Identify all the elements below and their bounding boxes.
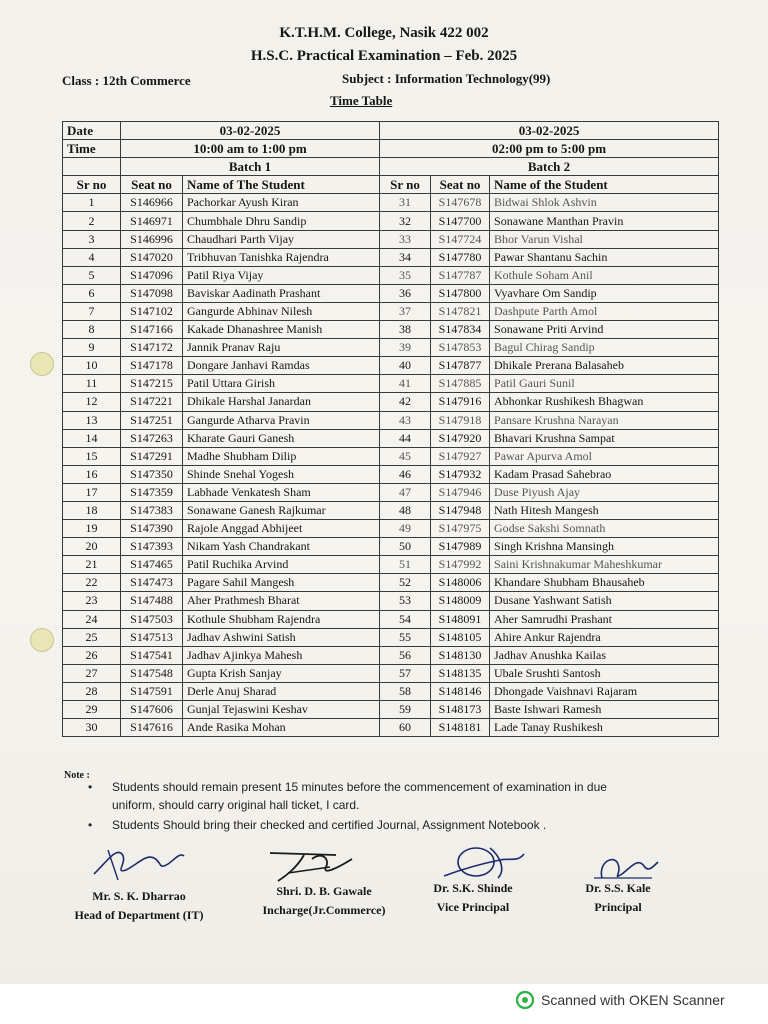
seat-no-cell: S147020 [121, 248, 183, 266]
seat-no-cell: S147393 [121, 538, 183, 556]
student-name-cell: Bhavari Krushna Sampat [490, 429, 719, 447]
sr-no-cell: 51 [380, 556, 431, 574]
sr-no-cell: 40 [380, 357, 431, 375]
seat-no-cell: S147221 [121, 393, 183, 411]
timetable [62, 121, 719, 737]
table-row [63, 501, 719, 519]
document-page: K.T.H.M. College, Nasik 422 002 H.S.C. Practical Examination – Feb. 2025 Class : 12th Commerce Subject : Information Technology(99) Time Table Date 03-02-2025 03-02-2025 Time 10:00 am to 1:00 pm 02:00 pm to 5:00 pm Batch 1 Batch 2 Sr no Seat no Name of The Student Sr no Seat no Name of the Student 1 S146966 Pachorkar Ayush Kiran 31 S147678 Bidwai Shlok Ashvin 2 S146971 Chumbhale Dhru Sandip 32 S147700 Sonawane Manthan Pravin 3 S146996 Chaudhari Parth Vijay 33 S147724 Bhor Varun Vishal 4 S147020 Tribhuvan Tanishka Rajendra 34 S147780 Pawar Shantanu Sachin 5 S147096 Patil Riya Vijay 35 S147787 Kothule Soham Anil 6 S147098 Baviskar Aadinath Prashant 36 S147800 Vyavhare Om Sandip 7 S147102 Gangurde Abhinav Nilesh 37 S147821 Dashpute Parth Amol 8 S147166 Kakade Dhanashree Manish 38 S147834 Sonawane Priti Arvind 9 S147172 Jannik Pranav Raju 39 S147853 Bagul Chirag Sandip 10 S147178 Dongare Janhavi Ramdas 40 S147877 Dhikale Prerana Balasaheb 11 S147215 Patil Uttara Girish 41 S147885 Patil Gauri Sunil 12 S147221 Dhikale Harshal Janardan 42 S147916 Abhonkar Rushikesh Bhagwan 13 S147251 Gangurde Atharva Pravin 43 S147918 Pansare Krushna Narayan 14 S147263 Kharate Gauri Ganesh 44 S147920 Bhavari Krushna Sampat 15 S147291 Madhe Shubham Dilip 45 S147927 Pawar Apurva Amol 16 S147350 Shinde Snehal Yogesh 46 S147932 Kadam Prasad Sahebrao 17 S147359 Labhade Venkatesh Sham 47 S147946 Duse Piyush Ajay 18 S147383 Sonawane Ganesh Rajkumar 48 S147948 Nath Hitesh Mangesh 19 S147390 Rajole Anggad Abhijeet 49 S147975 Godse Sakshi Somnath 20 S147393 Nikam Yash Chandrakant 50 S147989 Singh Krishna Mansingh 21 S147465 Patil Ruchika Arvind 51 S147992 Saini Krishnakumar Maheshkumar 22 S147473 Pagare Sahil Mangesh 52 S148006 Khandare Shubham Bhausaheb 23 S147488 Aher Prathmesh Bharat 53 S148009 Dusane Yashwant Satish 24 S147503 Kothule Shubham Rajendra 54 S148091 Aher Samrudhi Prashant 25 S147513 Jadhav Ashwini Satish 55 S148105 Ahire Ankur Rajendra 26 S147541 Jadhav Ajinkya Mahesh 56 S148130 Jadhav Anushka Kailas 27 S147548 Gupta Krish Sanjay 57 S148135 Ubale Srushti Santosh 28 S147591 Derle Anuj Sharad 58 S148146 Dhongade Vaishnavi Rajaram 29 S147606 Gunjal Tejaswini Keshav 59 S148173 Baste Ishwari Ramesh 30 S147616 Ande Rasika Mohan 60 S148181 Lade Tanay Rushikesh Note : • Students should remain present 15 minutes before the commencement of examination in due uniform, should carry original hall ticket, I card. • Students Should bring their checked and certified Journal, Assignment Notebook . Mr. S. K. Dharrao Head of Department (IT) Shri. D. B. Gawale Incharge(Jr.Commerce) Dr. S.K. Shinde Vice Principal Dr. S.S. Kale Principal [0, 0, 768, 984]
seat-no-cell: S147853 [431, 339, 490, 357]
signatory-role: Head of Department (IT) [74, 908, 204, 922]
student-name-cell: Ahire Ankur Rajendra [490, 628, 719, 646]
signatory-role: Principal [594, 900, 642, 914]
seat-no-cell: S147700 [431, 212, 490, 230]
student-name-cell: Dashpute Parth Amol [490, 302, 719, 320]
sr-no-cell: 49 [380, 520, 431, 538]
student-name-cell: Labhade Venkatesh Sham [183, 483, 380, 501]
student-name-cell: Nikam Yash Chandrakant [183, 538, 380, 556]
table-row [63, 646, 719, 664]
student-name-cell: Pawar Apurva Amol [490, 447, 719, 465]
seat-no-cell: S147390 [121, 520, 183, 538]
table-row [63, 628, 719, 646]
seat-no-cell: S147465 [121, 556, 183, 574]
sr-no-cell: 59 [380, 701, 431, 719]
time-label: Time [63, 140, 121, 158]
sr-no-cell: 24 [63, 610, 121, 628]
student-name-cell: Pawar Shantanu Sachin [490, 248, 719, 266]
seat-no-cell: S148173 [431, 701, 490, 719]
student-name-cell: Madhe Shubham Dilip [183, 447, 380, 465]
sr-no-cell: 1 [63, 194, 121, 212]
student-name-cell: Patil Uttara Girish [183, 375, 380, 393]
student-name-cell: Shinde Snehal Yogesh [183, 465, 380, 483]
student-name-cell: Singh Krishna Mansingh [490, 538, 719, 556]
student-name-cell: Sonawane Manthan Pravin [490, 212, 719, 230]
column-header-row [63, 176, 719, 194]
sr-no-cell: 42 [380, 393, 431, 411]
student-name-cell: Tribhuvan Tanishka Rajendra [183, 248, 380, 266]
student-name-cell: Nath Hitesh Mangesh [490, 501, 719, 519]
sr-no-cell: 53 [380, 592, 431, 610]
signatory-name: Dr. S.K. Shinde [433, 881, 513, 895]
sr-no-cell: 54 [380, 610, 431, 628]
sr-no-cell: 37 [380, 302, 431, 320]
signatory-role: Vice Principal [436, 900, 510, 914]
seat-no-cell: S147821 [431, 302, 490, 320]
sr-no-cell: 47 [380, 483, 431, 501]
table-row [63, 302, 719, 320]
sr-no-cell: 41 [380, 375, 431, 393]
student-name-cell: Lade Tanay Rushikesh [490, 719, 719, 737]
batch1-time: 10:00 am to 1:00 pm [121, 140, 380, 158]
seat-no-cell: S148130 [431, 646, 490, 664]
seat-no-cell: S147927 [431, 447, 490, 465]
sr-no-cell: 5 [63, 266, 121, 284]
seat-no-cell: S147473 [121, 574, 183, 592]
col-header-seatno: Seat no [431, 176, 490, 194]
seat-no-cell: S147885 [431, 375, 490, 393]
seat-no-cell: S147975 [431, 520, 490, 538]
sr-no-cell: 19 [63, 520, 121, 538]
seat-no-cell: S148181 [431, 719, 490, 737]
seat-no-cell: S147678 [431, 194, 490, 212]
sr-no-cell: 7 [63, 302, 121, 320]
seat-no-cell: S147918 [431, 411, 490, 429]
sr-no-cell: 29 [63, 701, 121, 719]
sr-no-cell: 2 [63, 212, 121, 230]
bullet-icon: • [88, 818, 93, 832]
table-row [63, 321, 719, 339]
seat-no-cell: S147780 [431, 248, 490, 266]
bullet-icon: • [88, 780, 93, 794]
seat-no-cell: S147787 [431, 266, 490, 284]
table-row [63, 465, 719, 483]
col-header-srno: Sr no [63, 176, 121, 194]
table-row [63, 194, 719, 212]
seat-no-cell: S148009 [431, 592, 490, 610]
table-row [63, 429, 719, 447]
table-row [63, 520, 719, 538]
sr-no-cell: 27 [63, 664, 121, 682]
seat-no-cell: S146966 [121, 194, 183, 212]
college-name: K.T.H.M. College, Nasik 422 002 [279, 25, 489, 41]
signatory-incharge [244, 882, 404, 920]
table-row [63, 592, 719, 610]
seat-no-cell: S147616 [121, 719, 183, 737]
seat-no-cell: S147548 [121, 664, 183, 682]
student-name-cell: Dusane Yashwant Satish [490, 592, 719, 610]
student-name-cell: Gupta Krish Sanjay [183, 664, 380, 682]
table-row [63, 483, 719, 501]
student-name-cell: Sonawane Ganesh Rajkumar [183, 501, 380, 519]
sr-no-cell: 16 [63, 465, 121, 483]
student-name-cell: Ubale Srushti Santosh [490, 664, 719, 682]
sr-no-cell: 60 [380, 719, 431, 737]
batch2-time: 02:00 pm to 5:00 pm [380, 140, 719, 158]
batch2-date: 03-02-2025 [380, 122, 719, 140]
batch1-date: 03-02-2025 [121, 122, 380, 140]
student-name-cell: Ande Rasika Mohan [183, 719, 380, 737]
table-row [63, 664, 719, 682]
student-name-cell: Jannik Pranav Raju [183, 339, 380, 357]
seat-no-cell: S147916 [431, 393, 490, 411]
seat-no-cell: S147172 [121, 339, 183, 357]
student-name-cell: Kothule Shubham Rajendra [183, 610, 380, 628]
sr-no-cell: 35 [380, 266, 431, 284]
date-label: Date [63, 122, 121, 140]
sr-no-cell: 43 [380, 411, 431, 429]
student-name-cell: Aher Samrudhi Prashant [490, 610, 719, 628]
seat-no-cell: S147383 [121, 501, 183, 519]
exam-title: H.S.C. Practical Examination – Feb. 2025 [250, 48, 518, 64]
seat-no-cell: S147359 [121, 483, 183, 501]
seat-no-cell: S147834 [431, 321, 490, 339]
student-name-cell: Kadam Prasad Sahebrao [490, 465, 719, 483]
student-name-cell: Rajole Anggad Abhijeet [183, 520, 380, 538]
sr-no-cell: 48 [380, 501, 431, 519]
student-name-cell: Dhikale Harshal Janardan [183, 393, 380, 411]
student-name-cell: Pachorkar Ayush Kiran [183, 194, 380, 212]
sr-no-cell: 4 [63, 248, 121, 266]
table-row [63, 212, 719, 230]
seat-no-cell: S147263 [121, 429, 183, 447]
sr-no-cell: 21 [63, 556, 121, 574]
sr-no-cell: 12 [63, 393, 121, 411]
student-name-cell: Khandare Shubham Bhausaheb [490, 574, 719, 592]
sr-no-cell: 31 [380, 194, 431, 212]
table-row [63, 538, 719, 556]
sr-no-cell: 23 [63, 592, 121, 610]
student-name-cell: Patil Riya Vijay [183, 266, 380, 284]
student-name-cell: Baste Ishwari Ramesh [490, 701, 719, 719]
table-row [63, 284, 719, 302]
seat-no-cell: S147102 [121, 302, 183, 320]
seat-no-cell: S147488 [121, 592, 183, 610]
table-row [63, 610, 719, 628]
student-name-cell: Kharate Gauri Ganesh [183, 429, 380, 447]
student-name-cell: Saini Krishnakumar Maheshkumar [490, 556, 719, 574]
batch-row [63, 158, 719, 176]
time-row [63, 140, 719, 158]
student-name-cell: Kothule Soham Anil [490, 266, 719, 284]
student-name-cell: Bidwai Shlok Ashvin [490, 194, 719, 212]
table-row [63, 375, 719, 393]
signatory-name: Shri. D. B. Gawale [276, 884, 372, 898]
sr-no-cell: 11 [63, 375, 121, 393]
student-name-cell: Gangurde Abhinav Nilesh [183, 302, 380, 320]
seat-no-cell: S147166 [121, 321, 183, 339]
seat-no-cell: S147932 [431, 465, 490, 483]
student-name-cell: Pagare Sahil Mangesh [183, 574, 380, 592]
table-row [63, 682, 719, 700]
sr-no-cell: 14 [63, 429, 121, 447]
signatory-role: Incharge(Jr.Commerce) [262, 903, 386, 917]
student-name-cell: Kakade Dhanashree Manish [183, 321, 380, 339]
table-row [63, 447, 719, 465]
oken-scanner-logo-icon [516, 991, 534, 1009]
sr-no-cell: 20 [63, 538, 121, 556]
sr-no-cell: 13 [63, 411, 121, 429]
sr-no-cell: 28 [63, 682, 121, 700]
sr-no-cell: 33 [380, 230, 431, 248]
note-label: Note : [64, 770, 90, 781]
student-name-cell: Aher Prathmesh Bharat [183, 592, 380, 610]
student-name-cell: Bagul Chirag Sandip [490, 339, 719, 357]
sr-no-cell: 15 [63, 447, 121, 465]
table-row [63, 393, 719, 411]
sr-no-cell: 3 [63, 230, 121, 248]
signatory-name: Mr. S. K. Dharrao [92, 889, 186, 903]
student-name-cell: Bhor Varun Vishal [490, 230, 719, 248]
seat-no-cell: S147989 [431, 538, 490, 556]
student-name-cell: Vyavhare Om Sandip [490, 284, 719, 302]
student-name-cell: Jadhav Ajinkya Mahesh [183, 646, 380, 664]
student-name-cell: Jadhav Ashwini Satish [183, 628, 380, 646]
sr-no-cell: 44 [380, 429, 431, 447]
seat-no-cell: S147350 [121, 465, 183, 483]
student-name-cell: Dhongade Vaishnavi Rajaram [490, 682, 719, 700]
table-row [63, 556, 719, 574]
batch2-label: Batch 2 [380, 158, 719, 176]
class-label: Class : 12th Commerce [62, 73, 191, 88]
sr-no-cell: 39 [380, 339, 431, 357]
student-name-cell: Patil Ruchika Arvind [183, 556, 380, 574]
table-row [63, 574, 719, 592]
student-name-cell: Duse Piyush Ajay [490, 483, 719, 501]
sr-no-cell: 38 [380, 321, 431, 339]
seat-no-cell: S147591 [121, 682, 183, 700]
student-name-cell: Chaudhari Parth Vijay [183, 230, 380, 248]
signatory-vice-principal [418, 879, 528, 917]
punch-hole [30, 628, 54, 652]
table-row [63, 357, 719, 375]
table-row [63, 701, 719, 719]
sr-no-cell: 10 [63, 357, 121, 375]
timetable-title: Time Table [330, 93, 393, 108]
student-name-cell: Godse Sakshi Somnath [490, 520, 719, 538]
table-row [63, 719, 719, 737]
date-row [63, 122, 719, 140]
seat-no-cell: S147098 [121, 284, 183, 302]
seat-no-cell: S146971 [121, 212, 183, 230]
sr-no-cell: 30 [63, 719, 121, 737]
student-name-cell: Baviskar Aadinath Prashant [183, 284, 380, 302]
col-header-srno: Sr no [380, 176, 431, 194]
seat-no-cell: S147291 [121, 447, 183, 465]
student-name-cell: Derle Anuj Sharad [183, 682, 380, 700]
seat-no-cell: S148091 [431, 610, 490, 628]
table-row [63, 339, 719, 357]
subject-label: Subject : Information Technology(99) [342, 71, 551, 86]
seat-no-cell: S147541 [121, 646, 183, 664]
sr-no-cell: 50 [380, 538, 431, 556]
sr-no-cell: 6 [63, 284, 121, 302]
signatory-hod [64, 887, 214, 925]
student-name-cell: Patil Gauri Sunil [490, 375, 719, 393]
sr-no-cell: 34 [380, 248, 431, 266]
seat-no-cell: S147096 [121, 266, 183, 284]
signature-dharrao [88, 840, 188, 884]
sr-no-cell: 55 [380, 628, 431, 646]
sr-no-cell: 18 [63, 501, 121, 519]
sr-no-cell: 26 [63, 646, 121, 664]
sr-no-cell: 9 [63, 339, 121, 357]
signatory-principal [568, 879, 668, 917]
student-name-cell: Abhonkar Rushikesh Bhagwan [490, 393, 719, 411]
seat-no-cell: S147606 [121, 701, 183, 719]
seat-no-cell: S148135 [431, 664, 490, 682]
student-name-cell: Dongare Janhavi Ramdas [183, 357, 380, 375]
student-name-cell: Gangurde Atharva Pravin [183, 411, 380, 429]
seat-no-cell: S148006 [431, 574, 490, 592]
student-name-cell: Pansare Krushna Narayan [490, 411, 719, 429]
seat-no-cell: S147251 [121, 411, 183, 429]
signature-gawale [266, 845, 362, 885]
sr-no-cell: 46 [380, 465, 431, 483]
seat-no-cell: S147992 [431, 556, 490, 574]
seat-no-cell: S147503 [121, 610, 183, 628]
col-header-seatno: Seat no [121, 176, 183, 194]
sr-no-cell: 17 [63, 483, 121, 501]
table-row [63, 266, 719, 284]
col-header-name: Name of the Student [490, 176, 719, 194]
sr-no-cell: 36 [380, 284, 431, 302]
sr-no-cell: 57 [380, 664, 431, 682]
student-name-cell: Gunjal Tejaswini Keshav [183, 701, 380, 719]
seat-no-cell: S147920 [431, 429, 490, 447]
seat-no-cell: S147800 [431, 284, 490, 302]
seat-no-cell: S148105 [431, 628, 490, 646]
sr-no-cell: 56 [380, 646, 431, 664]
seat-no-cell: S147178 [121, 357, 183, 375]
punch-hole [30, 352, 54, 376]
signatory-name: Dr. S.S. Kale [585, 881, 651, 895]
sr-no-cell: 52 [380, 574, 431, 592]
student-name-cell: Chumbhale Dhru Sandip [183, 212, 380, 230]
student-name-cell: Dhikale Prerana Balasaheb [490, 357, 719, 375]
scanner-watermark-text: Scanned with OKEN Scanner [541, 992, 725, 1008]
sr-no-cell: 8 [63, 321, 121, 339]
sr-no-cell: 25 [63, 628, 121, 646]
col-header-name: Name of The Student [183, 176, 380, 194]
batch1-label: Batch 1 [121, 158, 380, 176]
sr-no-cell: 45 [380, 447, 431, 465]
seat-no-cell: S147948 [431, 501, 490, 519]
seat-no-cell: S147946 [431, 483, 490, 501]
student-name-cell: Sonawane Priti Arvind [490, 321, 719, 339]
table-row [63, 230, 719, 248]
table-row [63, 248, 719, 266]
seat-no-cell: S147877 [431, 357, 490, 375]
sr-no-cell: 58 [380, 682, 431, 700]
seat-no-cell: S147215 [121, 375, 183, 393]
seat-no-cell: S148146 [431, 682, 490, 700]
seat-no-cell: S147513 [121, 628, 183, 646]
table-row [63, 411, 719, 429]
sr-no-cell: 22 [63, 574, 121, 592]
seat-no-cell: S146996 [121, 230, 183, 248]
seat-no-cell: S147724 [431, 230, 490, 248]
student-name-cell: Jadhav Anushka Kailas [490, 646, 719, 664]
sr-no-cell: 32 [380, 212, 431, 230]
